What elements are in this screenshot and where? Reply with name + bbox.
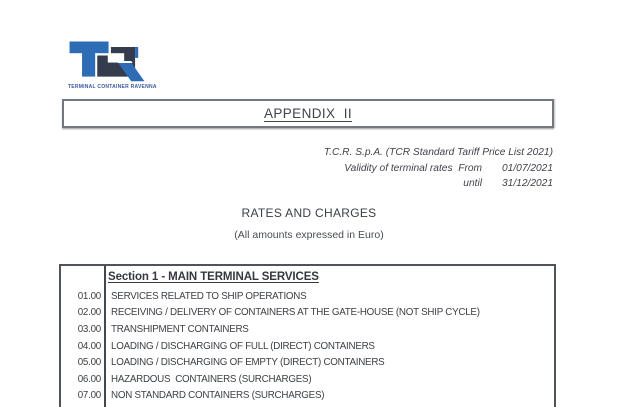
service-list — [61, 288, 554, 404]
tcr-logo-icon — [68, 39, 146, 83]
service-code: 03.00 — [77, 323, 101, 335]
validity-from-date: 01/07/2021 — [502, 162, 553, 174]
page-title: RATES AND CHARGES — [241, 206, 377, 220]
service-label: LOADING / DISCHARGING OF FULL (DIRECT) CONTAINERS — [111, 340, 375, 352]
service-code: 02.00 — [77, 307, 101, 319]
table-row — [61, 321, 554, 338]
service-label: RECEIVING / DELIVERY OF CONTAINERS AT THE GATE-HOUSE (NOT SHIP CYCLE) — [111, 307, 480, 319]
service-code: 04.00 — [77, 340, 101, 352]
table-row — [61, 371, 554, 388]
validity-from-line — [260, 161, 553, 177]
section-header-row — [61, 266, 554, 288]
service-label: LOADING / DISCHARGING OF EMPTY (DIRECT) CONTAINERS — [111, 357, 385, 369]
section-title: Section 1 - MAIN TERMINAL SERVICES — [108, 271, 319, 283]
appendix-title: APPENDIX II — [263, 106, 353, 121]
services-table — [59, 264, 556, 407]
service-label: SERVICES RELATED TO SHIP OPERATIONS — [111, 290, 307, 302]
table-row — [61, 354, 554, 371]
tariff-info — [260, 145, 553, 192]
service-code: 01.00 — [77, 290, 101, 302]
service-code: 06.00 — [77, 373, 101, 385]
service-label: TRANSHIPMENT CONTAINERS — [111, 323, 249, 335]
page-subtitle: (All amounts expressed in Euro) — [234, 229, 384, 241]
service-label: HAZARDOUS CONTAINERS (SURCHARGES) — [111, 373, 312, 385]
validity-until-line — [260, 176, 553, 192]
company-line: T.C.R. S.p.A. (TCR Standard Tariff Price List 2021) — [323, 147, 553, 158]
table-row — [61, 388, 554, 405]
validity-from-label: Validity of terminal rates From — [344, 162, 482, 174]
service-label: NON STANDARD CONTAINERS (SURCHARGES) — [111, 390, 325, 402]
appendix-box — [62, 99, 554, 128]
tcr-logo — [68, 39, 158, 90]
validity-until-date: 31/12/2021 — [502, 178, 553, 189]
table-row — [61, 288, 554, 305]
table-row — [61, 305, 554, 322]
service-code: 07.00 — [77, 390, 101, 402]
validity-until-label: until — [463, 178, 482, 189]
logo-tagline: TERMINAL CONTAINER RAVENNA — [68, 84, 157, 90]
service-code: 05.00 — [77, 357, 101, 369]
column-divider — [104, 266, 106, 407]
table-row — [61, 338, 554, 355]
